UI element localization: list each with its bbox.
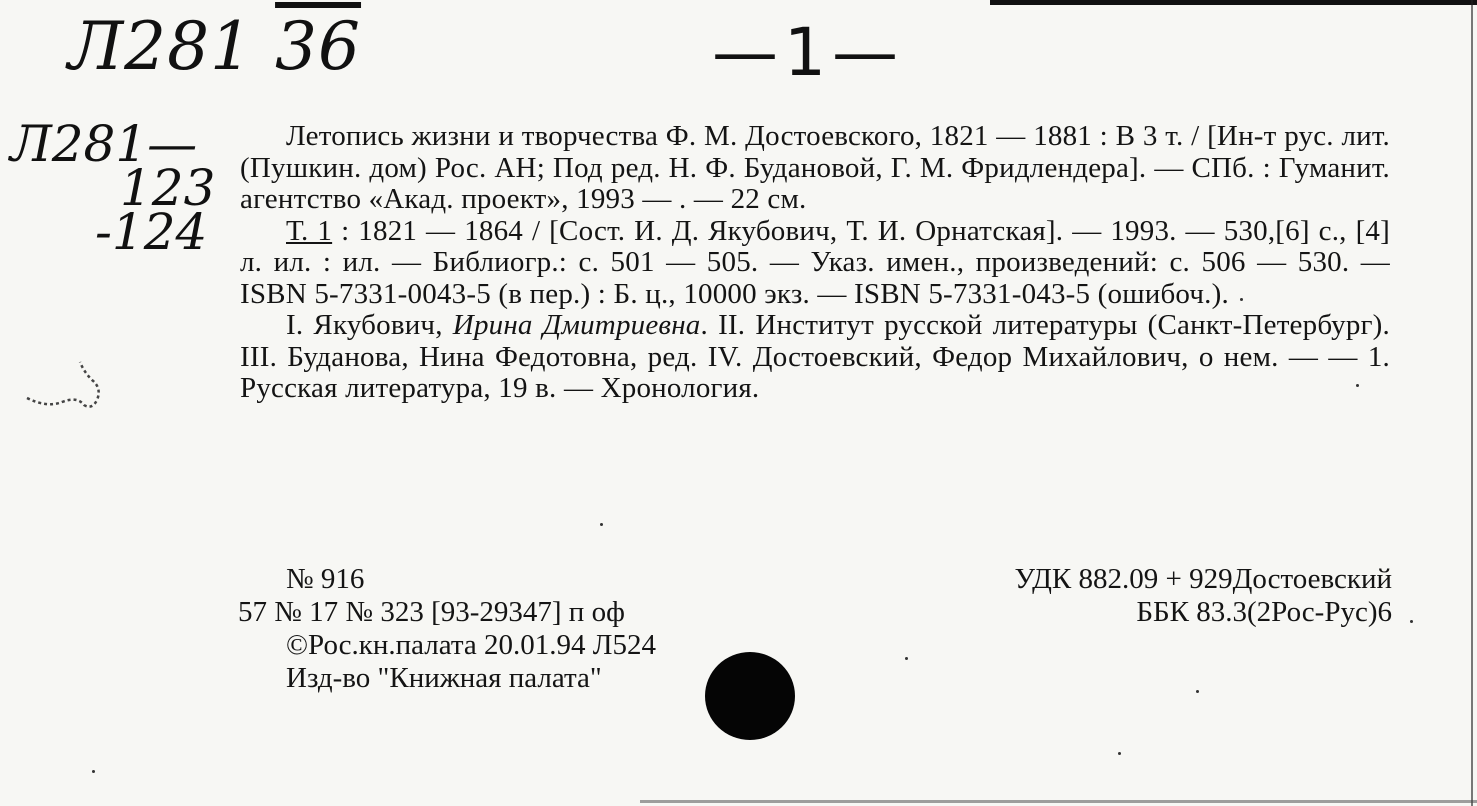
dust-speck <box>1240 298 1243 301</box>
dust-speck <box>1196 690 1199 693</box>
shelf-code-prefix: Л281 <box>68 8 254 85</box>
dust-speck <box>92 770 95 773</box>
card-footer-left <box>238 563 656 695</box>
dust-speck <box>1356 384 1359 387</box>
dust-speck <box>1410 620 1413 623</box>
dust-speck <box>1118 752 1121 755</box>
entry-title-paragraph: Летопись жизни и творчества Ф. М. Достоевского, 1821 — 1881 : В 3 т. / [Ин-т рус. лит. (Пушкин. дом) Рос. АН; Под ред. Н. Ф. Будановой, Г. М. Фридлендера]. — СПб. : Гуманит. агентство «Акад. проект», 1993 — . — 22 см. <box>240 120 1390 215</box>
card-footer-right <box>880 563 1392 629</box>
pencil-squiggle-mark <box>22 350 112 420</box>
side-note-line-2: 123 <box>120 159 216 217</box>
handwritten-shelf-code <box>68 8 361 85</box>
shelf-code-suffix: 36 <box>275 8 362 85</box>
volume-details: : 1821 — 1864 / [Сост. И. Д. Якубович, Т. И. Орнатская]. — 1993. — 530,[6] с., [4] л. ил. : ил. — Библиогр.: с. 501 — 505. — Указ. имен., произведений: с. 506 — 530. — ISBN 5-7331-0043-5 (в пер.) : Б. ц., 10000 экз. — ISBN 5-7331-043-5 (ошибоч.). <box>240 214 1390 310</box>
card-right-edge <box>1471 0 1473 806</box>
volume-label: Т. 1 <box>286 214 333 247</box>
entry-tracings-paragraph <box>240 310 1390 405</box>
udk-code: УДК 882.09 + 929Достоевский <box>1014 563 1392 595</box>
tracing-part-c: . II. Институт русской литературы (Санкт-Петербург). III. Буданова, Нина Федотовна, ред. IV. Достоевский, Федор Михайлович, о нем. — — 1. Русская литература, 19 в. — Хронология. <box>240 309 1390 404</box>
entry-volume-paragraph <box>240 216 1390 311</box>
copyright-line: ©Рос.кн.палата 20.01.94 Л524 <box>286 629 656 661</box>
dust-speck <box>600 523 603 526</box>
print-run-line: 57 № 17 № 323 [93-29347] п оф <box>238 596 625 628</box>
tracing-part-a: I. Якубович, <box>286 309 453 341</box>
side-note-line-1: Л281— <box>10 115 198 173</box>
dust-speck <box>905 657 908 660</box>
bibliographic-entry <box>240 121 1390 405</box>
page-number: —1— <box>712 14 904 91</box>
publisher-line: Изд-во "Книжная палата" <box>286 662 602 694</box>
ink-blot <box>705 652 795 740</box>
card-bottom-edge <box>640 800 1477 803</box>
record-number: № 916 <box>286 563 365 595</box>
bbk-code: ББК 83.3(2Рос-Рус)6 <box>1136 596 1392 628</box>
tracing-part-b: Ирина Дмитриевна <box>452 309 701 341</box>
card-top-edge-mark <box>990 0 1477 5</box>
side-note-line-3: -124 <box>95 203 208 261</box>
handwritten-side-note <box>10 115 216 261</box>
